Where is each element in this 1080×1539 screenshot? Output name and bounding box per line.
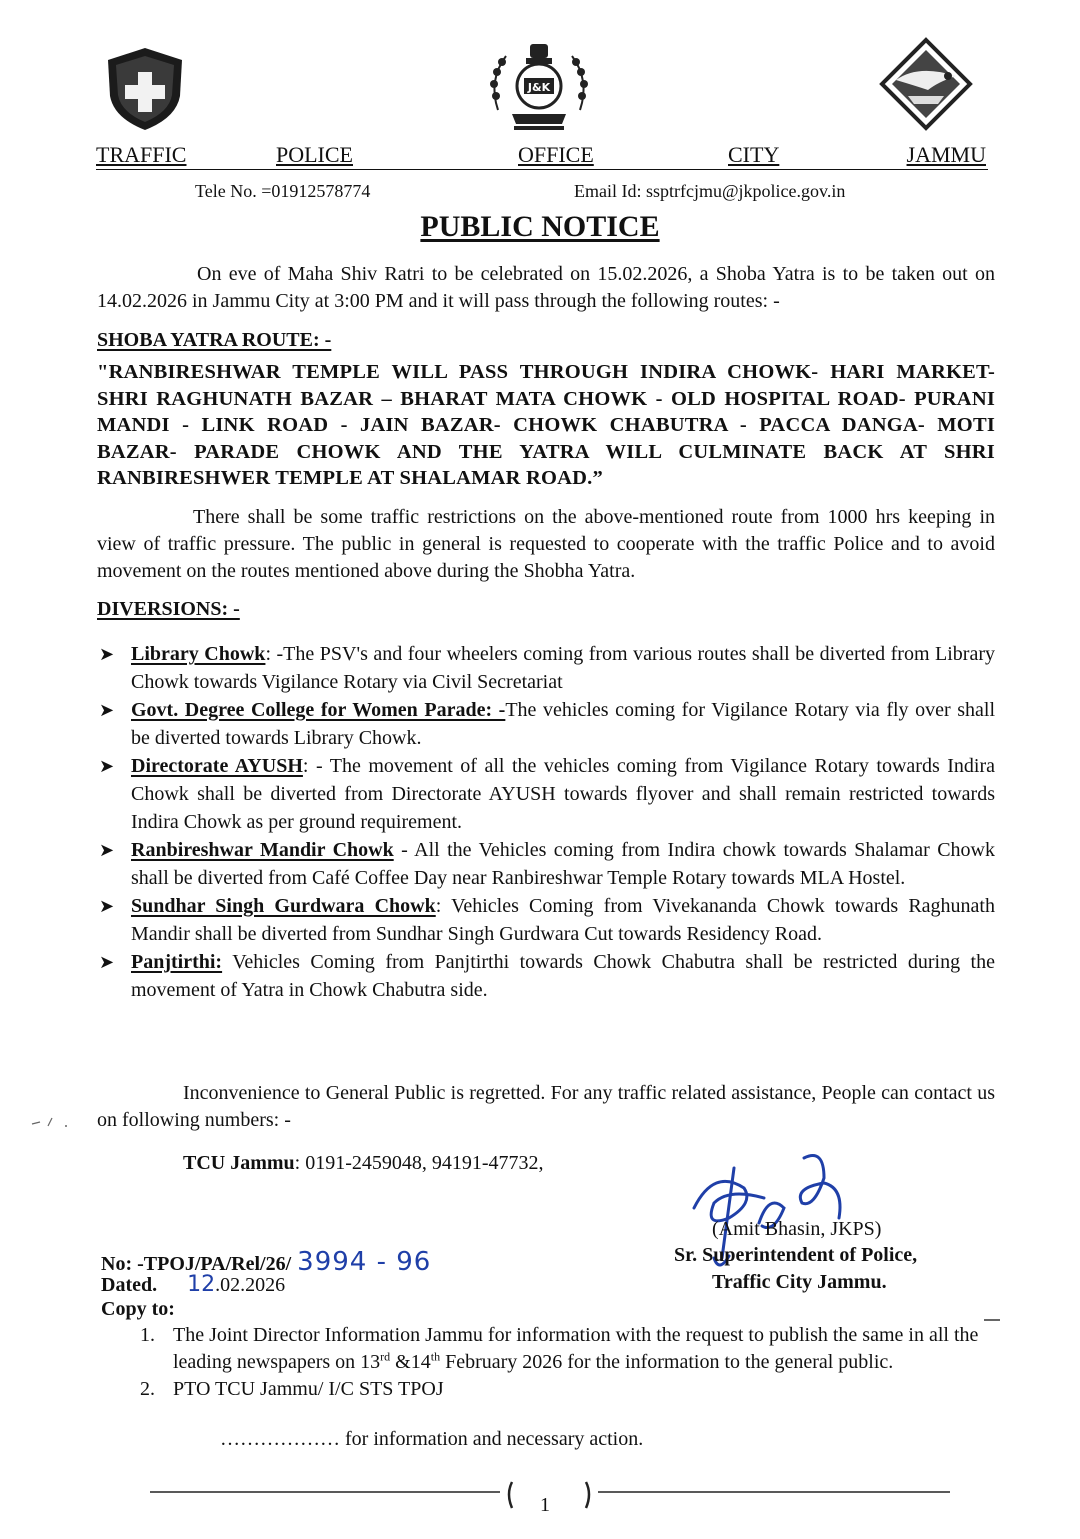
header-word: OFFICE bbox=[518, 142, 594, 167]
office-header bbox=[96, 140, 988, 170]
diversion-place: Panjtirthi: bbox=[131, 951, 223, 973]
footer-bracket-right bbox=[586, 1482, 589, 1508]
copy-item-text: &14 bbox=[390, 1351, 431, 1373]
pen-dash-mark bbox=[982, 1316, 1002, 1324]
diversion-text: : Vehicles Coming from Vivekananda Chowk towards Raghunath Mandir shall be diverted from Sundhar Singh Gurdwara Cut towards Residency Road. bbox=[131, 895, 995, 945]
page-number: 1 bbox=[540, 1494, 550, 1516]
header-word: CITY bbox=[728, 142, 780, 167]
svg-text:J&K: J&K bbox=[527, 81, 551, 94]
dated-month-year: .02.2026 bbox=[215, 1274, 286, 1296]
copy-item-number: 1. bbox=[140, 1324, 155, 1346]
jk-police-emblem-icon bbox=[484, 40, 594, 132]
intro-paragraph: On eve of Maha Shiv Ratri to be celebrated on 15.02.2026, a Shoba Yatra is to be taken out on 14.02.2026 in Jammu City at 3:00 PM and it will pass through the following routes: - bbox=[97, 263, 995, 312]
signatory-office: Traffic City Jammu. bbox=[712, 1271, 887, 1293]
diversion-place: Library Chowk bbox=[131, 643, 266, 665]
diversion-place: Directorate AYUSH bbox=[131, 755, 303, 777]
reference-label: No: -TPOJ/PA/Rel/26/ bbox=[101, 1253, 292, 1275]
header-word: POLICE bbox=[276, 142, 353, 167]
signatory-designation: Sr. Superintendent of Police, bbox=[674, 1244, 918, 1266]
copy-item-text: PTO TCU Jammu/ I/C STS TPOJ bbox=[173, 1378, 444, 1400]
tcu-contact bbox=[183, 1152, 544, 1175]
traffic-police-eagle-emblem-icon bbox=[878, 36, 974, 132]
arrow-bullet-icon: ➤ bbox=[99, 756, 115, 776]
diversion-item bbox=[97, 696, 995, 752]
traffic-police-cross-shield-icon bbox=[100, 44, 190, 134]
arrow-bullet-icon: ➤ bbox=[99, 840, 115, 860]
route-text: "RANBIRESHWAR TEMPLE WILL PASS THROUGH INDIRA CHOWK- HARI MARKET- SHRI RAGHUNATH BAZAR – BHARAT MATA CHOWK - OLD HOSPITAL ROAD- PURANI MANDI - LINK ROAD - JAIN BAZAR- CHOWK CHABUTRA - PACCA DANGA- MOTI BAZAR- PARADE CHOWK AND THE YATRA WILL CULMINATE BACK AT SHRI RANBIRESHWER TEMPLE AT SHALAMAR ROAD.” bbox=[97, 361, 995, 489]
handwritten-day: 12 bbox=[187, 1272, 216, 1297]
diversions-list bbox=[97, 640, 995, 1004]
tcu-numbers: : 0191-2459048, 94191-47732, bbox=[294, 1152, 544, 1174]
diversion-item bbox=[97, 640, 995, 696]
diversions-heading: DIVERSIONS: - bbox=[97, 598, 240, 620]
arrow-bullet-icon: ➤ bbox=[99, 700, 115, 720]
header-word: TRAFFIC bbox=[96, 142, 187, 167]
signatory-name: (Amit Bhasin, JKPS) bbox=[712, 1218, 882, 1240]
diversion-place: Ranbireshwar Mandir Chowk bbox=[131, 839, 394, 861]
closing-paragraph: Inconvenience to General Public is regretted. For any traffic related assistance, People can contact us on following numbers: - bbox=[97, 1082, 995, 1131]
copy-item bbox=[140, 1376, 998, 1403]
page-title: PUBLIC NOTICE bbox=[420, 210, 660, 243]
route-heading: SHOBA YATRA ROUTE: - bbox=[97, 329, 332, 351]
diversion-text: The vehicles coming for Vigilance Rotary via fly over shall be diverted towards Library Chowk. bbox=[131, 699, 995, 749]
dated-line bbox=[101, 1272, 285, 1297]
diversion-text: Vehicles Coming from Panjtirthi towards Chowk Chabutra shall be restricted during the movement of Yatra in Chowk Chabutra side. bbox=[131, 951, 995, 1001]
arrow-bullet-icon: ➤ bbox=[99, 644, 115, 664]
email-id: Email Id: ssptrfcjmu@jkpolice.gov.in bbox=[574, 181, 846, 201]
handwritten-reference-number: 3994 - 96 bbox=[297, 1247, 432, 1277]
page-footer bbox=[150, 1474, 950, 1514]
footer-bracket-left bbox=[509, 1482, 512, 1508]
diversion-item bbox=[97, 948, 995, 1004]
margin-pen-mark bbox=[30, 1112, 70, 1132]
arrow-bullet-icon: ➤ bbox=[99, 896, 115, 916]
header-word: JAMMU bbox=[906, 142, 986, 167]
copy-item-text: February 2026 for the information to the general public. bbox=[440, 1351, 894, 1373]
tcu-label: TCU Jammu bbox=[183, 1152, 295, 1174]
diversion-item bbox=[97, 836, 995, 892]
dated-label: Dated. bbox=[101, 1274, 158, 1296]
copy-to-label: Copy to: bbox=[101, 1298, 175, 1320]
diversion-text: - All the Vehicles coming from Indira chowk towards Shalamar Chowk shall be diverted from Café Coffee Day near Ranbireshwar Temple Rotary towards MLA Hostel. bbox=[131, 839, 995, 889]
ordinal-suffix: rd bbox=[380, 1349, 391, 1364]
ordinal-suffix: th bbox=[430, 1349, 441, 1364]
diversion-place: Govt. Degree College for Women Parade: - bbox=[131, 699, 506, 721]
diversion-text: : -The PSV's and four wheelers coming from various routes shall be diverted from Library Chowk towards Vigilance Rotary via Civil Secretariat bbox=[131, 643, 996, 693]
diversion-text: : - The movement of all the vehicles coming from Vigilance Rotary towards Indira Chowk shall be diverted from Directorate AYUSH towards flyover and shall remain restricted towards Indira Chowk as per ground requirement. bbox=[131, 755, 995, 833]
diversion-item bbox=[97, 892, 995, 948]
copy-tail-text: ……………… for information and necessary action. bbox=[220, 1428, 644, 1450]
diversion-item bbox=[97, 752, 995, 836]
copy-item-text: The Joint Director Information Jammu for information with the request to publish the same in all the leading newspapers on 13 bbox=[173, 1324, 979, 1373]
copy-item-number: 2. bbox=[140, 1378, 155, 1400]
arrow-bullet-icon: ➤ bbox=[99, 952, 115, 972]
diversion-place: Sundhar Singh Gurdwara Chowk bbox=[131, 895, 436, 917]
copy-item bbox=[140, 1322, 998, 1376]
copy-list bbox=[140, 1322, 998, 1403]
restrictions-paragraph: There shall be some traffic restrictions on the above-mentioned route from 1000 hrs keeping in view of traffic pressure. The public in general is requested to cooperate with the traffic Police and to avoid movement on the routes mentioned above during the Shobha Yatra. bbox=[97, 506, 995, 582]
telephone-number: Tele No. =01912578774 bbox=[195, 181, 371, 201]
